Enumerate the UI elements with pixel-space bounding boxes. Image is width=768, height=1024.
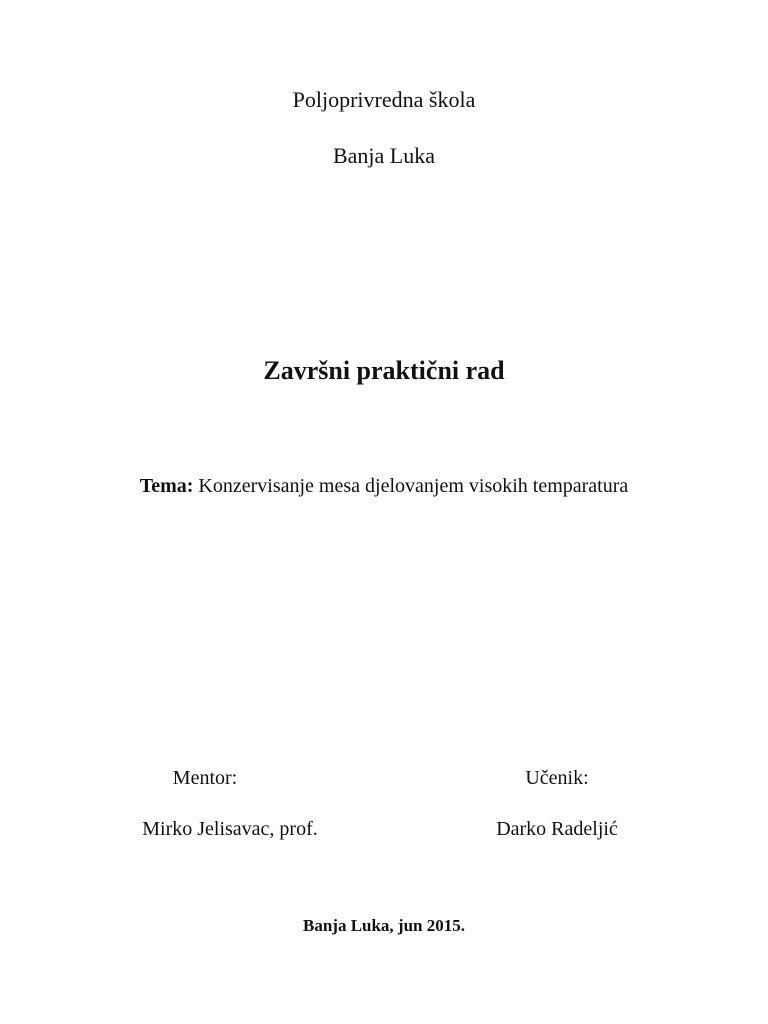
footer-place-date: Banja Luka, jun 2015.	[302, 916, 466, 935]
city-name: Banja Luka	[332, 143, 436, 168]
student-name: Darko Radeljić	[496, 818, 618, 840]
mentor-label: Mentor:	[172, 767, 238, 789]
topic-text: Konzervisanje mesa djelovanjem visokih temparatura	[198, 475, 629, 497]
topic-label: Tema:	[139, 475, 194, 497]
topic-line	[0, 475, 768, 498]
student-label: Učenik:	[525, 767, 589, 789]
document-title: Završni praktični rad	[263, 356, 505, 385]
school-name: Poljoprivredna škola	[292, 87, 476, 112]
mentor-name: Mirko Jelisavac, prof.	[142, 818, 318, 840]
